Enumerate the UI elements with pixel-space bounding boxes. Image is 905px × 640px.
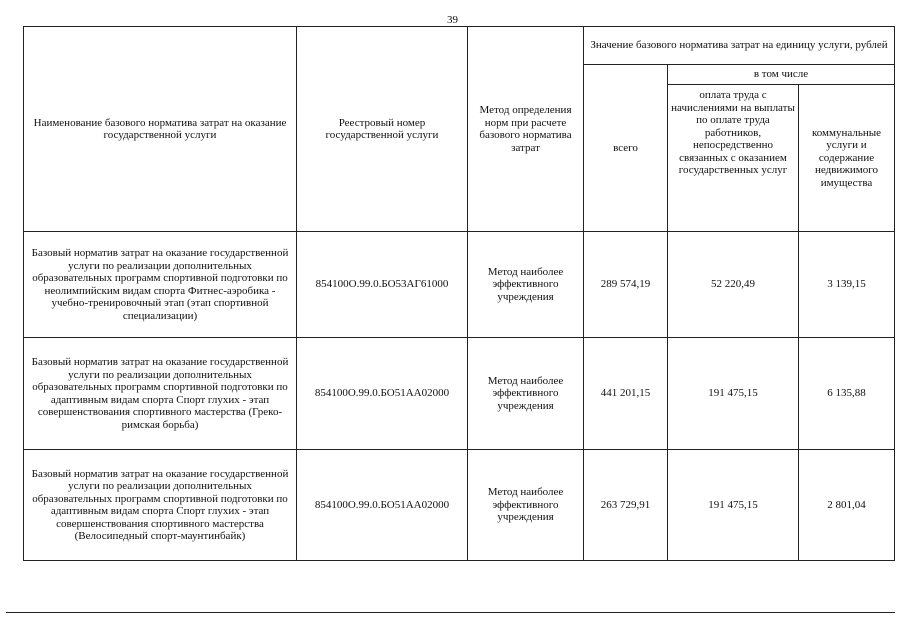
header-value-group: Значение базового норматива затрат на единицу услуги, рублей bbox=[584, 27, 895, 65]
bottom-divider bbox=[6, 612, 895, 613]
header-including: в том числе bbox=[668, 65, 895, 85]
row-utilities-cell: 6 135,88 bbox=[799, 338, 895, 450]
row-method-cell: Метод наиболее эффективного учреждения bbox=[468, 338, 584, 450]
header-total: всего bbox=[584, 65, 668, 232]
row-total-cell: 289 574,19 bbox=[584, 232, 668, 338]
row-method-cell: Метод наиболее эффективного учреждения bbox=[468, 450, 584, 561]
row-utilities-cell: 2 801,04 bbox=[799, 450, 895, 561]
cost-norms-table bbox=[23, 26, 895, 561]
table-row bbox=[24, 450, 895, 561]
table-row bbox=[24, 232, 895, 338]
row-salary-cell: 52 220,49 bbox=[668, 232, 799, 338]
row-method-cell: Метод наиболее эффективного учреждения bbox=[468, 232, 584, 338]
page-number: 39 bbox=[447, 14, 458, 26]
row-total-cell: 263 729,91 bbox=[584, 450, 668, 561]
table-row bbox=[24, 338, 895, 450]
row-registry-cell: 854100О.99.0.БО51АА02000 bbox=[297, 450, 468, 561]
row-name-cell: Базовый норматив затрат на оказание государственной услуги по реализации дополнительных образовательных программ спортивной подготовки по неолимпийским видам спорта Фитнес-аэробика - учебно-тренировочный этап (этап спортивной специализации) bbox=[24, 232, 297, 338]
header-registry-number: Реестровый номер государственной услуги bbox=[297, 27, 468, 232]
row-salary-cell: 191 475,15 bbox=[668, 338, 799, 450]
row-total-cell: 441 201,15 bbox=[584, 338, 668, 450]
cost-norms-table-container bbox=[23, 26, 894, 561]
row-registry-cell: 854100О.99.0.БО53АГ61000 bbox=[297, 232, 468, 338]
header-salary: оплата труда с начислениями на выплаты по оплате труда работников, непосредственно связанных с оказанием государственных услуг bbox=[668, 85, 799, 232]
row-salary-cell: 191 475,15 bbox=[668, 450, 799, 561]
row-utilities-cell: 3 139,15 bbox=[799, 232, 895, 338]
header-name: Наименование базового норматива затрат на оказание государственной услуги bbox=[24, 27, 297, 232]
row-name-cell: Базовый норматив затрат на оказание государственной услуги по реализации дополнительных образовательных программ спортивной подготовки по адаптивным видам спорта Спорт глухих - этап совершенствования спортивного мастерства (Велосипедный спорт-маунтинбайк) bbox=[24, 450, 297, 561]
header-method: Метод определения норм при расчете базового норматива затрат bbox=[468, 27, 584, 232]
header-utilities: коммунальные услуги и содержание недвижимого имущества bbox=[799, 85, 895, 232]
row-name-cell: Базовый норматив затрат на оказание государственной услуги по реализации дополнительных образовательных программ спортивной подготовки по адаптивным видам спорта Спорт глухих - этап совершенствования спортивного мастерства (Греко-римская борьба) bbox=[24, 338, 297, 450]
row-registry-cell: 854100О.99.0.БО51АА02000 bbox=[297, 338, 468, 450]
